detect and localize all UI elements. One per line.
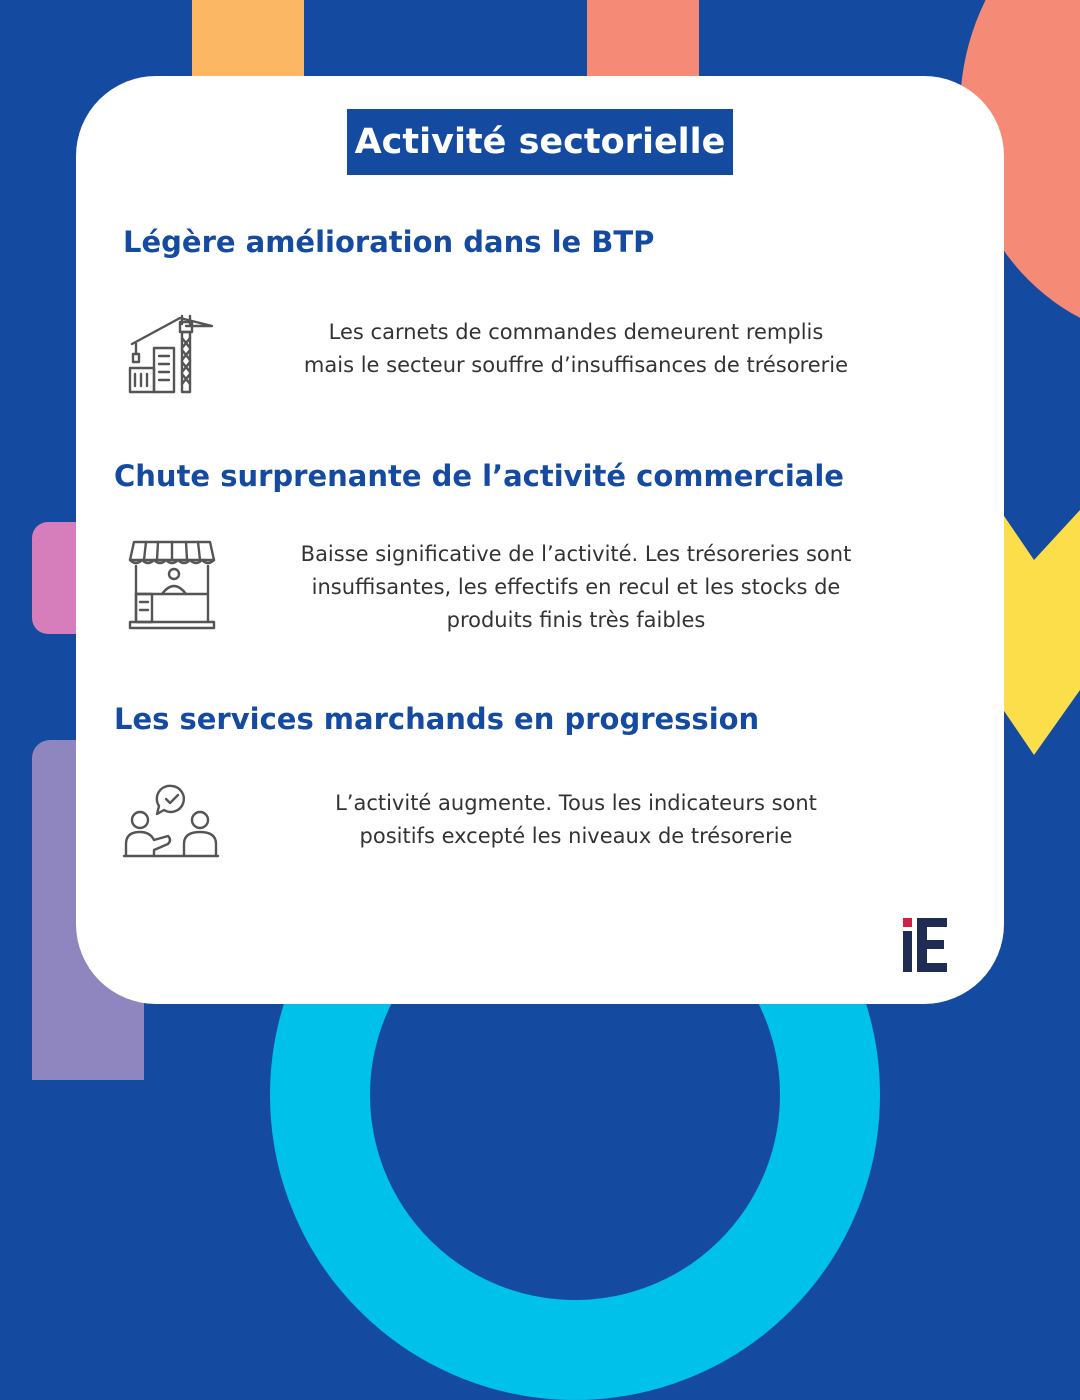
market-stall-icon [128, 538, 216, 630]
section-description-services: L’activité augmente. Tous les indicateurs sont positifs excepté les niveaux de trésorerie [335, 791, 817, 848]
section-heading-btp: Légère amélioration dans le BTP [123, 225, 655, 259]
section-heading-commerce: Chute surprenante de l’activité commerciale [114, 459, 844, 493]
construction-crane-icon [124, 304, 220, 400]
page-title: Activité sectorielle [347, 109, 733, 175]
section-heading-services: Les services marchands en progression [114, 702, 760, 736]
section-description-btp: Les carnets de commandes demeurent remplis mais le secteur souffre d’insuffisances de trésorerie [303, 320, 849, 377]
content-card [76, 76, 1004, 1004]
customer-service-icon [122, 784, 220, 858]
section-description-commerce: Baisse significative de l’activité. Les trésoreries sont insuffisantes, les effectifs en recul et les stocks de produits finis très faibles [300, 542, 852, 632]
ie-logo [902, 917, 948, 973]
deco-yellow-chevron [1000, 510, 1080, 760]
